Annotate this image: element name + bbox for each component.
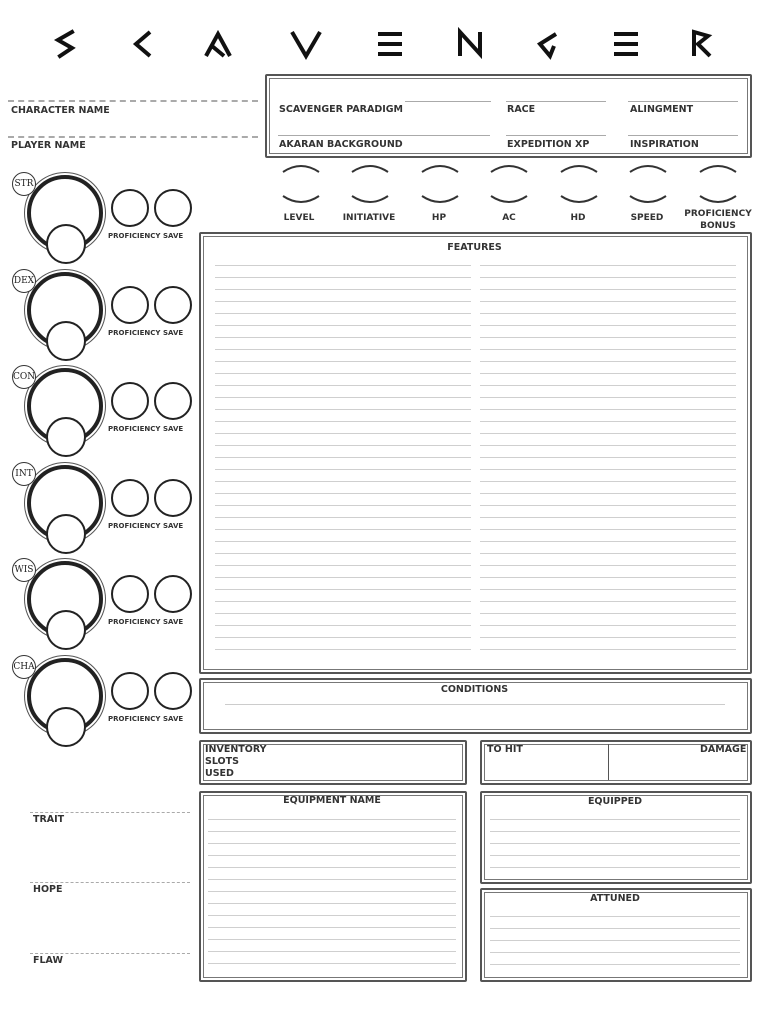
conditions-line[interactable] bbox=[225, 704, 725, 705]
equipment-name-label: EQUIPMENT NAME bbox=[283, 795, 381, 806]
paradigm-line[interactable] bbox=[405, 101, 491, 102]
proficiency-circle[interactable] bbox=[111, 189, 149, 227]
alignment-line[interactable] bbox=[628, 101, 738, 102]
proficiency-circle[interactable] bbox=[111, 672, 149, 710]
flaw-label: FLAW bbox=[33, 955, 63, 966]
save-circle[interactable] bbox=[154, 286, 192, 324]
title-letter-v bbox=[288, 26, 324, 62]
player-name-line[interactable] bbox=[8, 136, 258, 138]
proficiency-label: PROFICIENCY bbox=[108, 521, 161, 530]
proficiency-circle[interactable] bbox=[111, 286, 149, 324]
damage-label: DAMAGE bbox=[700, 744, 747, 755]
save-circle[interactable] bbox=[154, 672, 192, 710]
trait-line[interactable] bbox=[30, 812, 190, 813]
background-label: AKARAN BACKGROUND bbox=[279, 139, 403, 150]
ability-modifier-circle[interactable] bbox=[46, 514, 86, 554]
proficiency-circle[interactable] bbox=[111, 382, 149, 420]
inspiration-line[interactable] bbox=[628, 135, 738, 136]
equipped-label: EQUIPPED bbox=[587, 796, 643, 807]
save-label: SAVE bbox=[163, 618, 184, 626]
speed-label: SPEED bbox=[630, 213, 664, 223]
character-name-line[interactable] bbox=[8, 100, 258, 102]
ability-modifier-circle[interactable] bbox=[46, 321, 86, 361]
ability-block bbox=[0, 558, 200, 654]
proficiency-circle[interactable] bbox=[111, 479, 149, 517]
title-letter-s bbox=[48, 26, 84, 62]
background-line[interactable] bbox=[278, 135, 490, 136]
ability-block bbox=[0, 462, 200, 558]
proficiency-label: PROFICIENCY bbox=[108, 714, 161, 723]
save-label: SAVE bbox=[163, 521, 184, 530]
save-circle[interactable] bbox=[154, 575, 192, 613]
proficiency-bonus-top-bracket bbox=[698, 162, 738, 176]
proficiency-label: PROFICIENCY bbox=[108, 425, 161, 433]
title-letter-g bbox=[530, 26, 566, 62]
hp-top-bracket bbox=[420, 162, 460, 176]
ac-label: AC bbox=[502, 213, 516, 223]
inventory-slots-label-1: INVENTORY bbox=[205, 744, 267, 755]
proficiency-label: PROFICIENCY bbox=[108, 618, 161, 626]
ac-top-bracket bbox=[489, 162, 529, 176]
race-label: RACE bbox=[507, 104, 536, 115]
attuned-label: ATTUNED bbox=[590, 893, 640, 904]
initiative-top-bracket bbox=[350, 162, 390, 176]
save-label: SAVE bbox=[163, 232, 184, 240]
ac-bottom-bracket bbox=[489, 194, 529, 208]
hope-label: HOPE bbox=[33, 884, 63, 895]
proficiency-circle[interactable] bbox=[111, 575, 149, 613]
expedition-xp-label: EXPEDITION XP bbox=[507, 139, 590, 150]
ability-block bbox=[0, 269, 200, 365]
title bbox=[0, 0, 768, 70]
hd-bottom-bracket bbox=[559, 194, 599, 208]
paradigm-label: SCAVENGER PARADIGM bbox=[279, 104, 404, 115]
inventory-slots-label-2: SLOTS bbox=[205, 756, 239, 767]
features-label: FEATURES bbox=[447, 242, 502, 253]
equipment-name-lines[interactable] bbox=[208, 808, 456, 970]
title-letter-e2 bbox=[608, 26, 644, 62]
initiative-bottom-bracket bbox=[350, 194, 390, 208]
proficiency-label: PROFICIENCY bbox=[108, 232, 161, 240]
save-label: SAVE bbox=[163, 425, 184, 433]
ability-abbr: WIS bbox=[12, 558, 36, 582]
level-top-bracket bbox=[281, 162, 321, 176]
inventory-slots-label-3: USED bbox=[205, 768, 234, 779]
ability-modifier-circle[interactable] bbox=[46, 224, 86, 264]
inspiration-label: INSPIRATION bbox=[630, 139, 699, 150]
ability-block bbox=[0, 655, 200, 751]
level-bottom-bracket bbox=[281, 194, 321, 208]
flaw-line[interactable] bbox=[30, 953, 190, 954]
player-name-label: PLAYER NAME bbox=[11, 140, 86, 151]
ability-block bbox=[0, 365, 200, 461]
ability-block bbox=[0, 172, 200, 268]
proficiency-bonus-label: PROFICIENCY BONUS bbox=[684, 209, 752, 231]
save-label: SAVE bbox=[163, 328, 184, 337]
title-letter-c bbox=[124, 26, 160, 62]
ability-modifier-circle[interactable] bbox=[46, 707, 86, 747]
save-circle[interactable] bbox=[154, 479, 192, 517]
title-letter-r bbox=[684, 26, 720, 62]
race-line[interactable] bbox=[506, 101, 606, 102]
trait-label: TRAIT bbox=[33, 814, 65, 825]
proficiency-bonus-bottom-bracket bbox=[698, 194, 738, 208]
speed-bottom-bracket bbox=[628, 194, 668, 208]
proficiency-label: PROFICIENCY bbox=[108, 328, 161, 337]
hd-top-bracket bbox=[559, 162, 599, 176]
ability-abbr: CHA bbox=[12, 655, 36, 679]
ability-modifier-circle[interactable] bbox=[46, 417, 86, 457]
to-hit-label: TO HIT bbox=[487, 744, 523, 755]
ability-modifier-circle[interactable] bbox=[46, 610, 86, 650]
attuned-lines[interactable] bbox=[490, 905, 740, 971]
ability-abbr: INT bbox=[12, 462, 36, 486]
level-label: LEVEL bbox=[283, 213, 315, 223]
title-letter-e bbox=[372, 26, 408, 62]
hp-label: HP bbox=[431, 213, 447, 223]
alignment-label: ALINGMENT bbox=[630, 104, 694, 115]
features-lines-left[interactable] bbox=[215, 254, 471, 660]
ability-abbr: DEX bbox=[12, 269, 36, 293]
expedition-xp-line[interactable] bbox=[506, 135, 606, 136]
attack-divider bbox=[608, 744, 609, 780]
ability-abbr: STR bbox=[12, 172, 36, 196]
save-label: SAVE bbox=[163, 714, 184, 723]
save-circle[interactable] bbox=[154, 382, 192, 420]
hd-label: HD bbox=[570, 213, 586, 223]
features-lines-right[interactable] bbox=[480, 254, 736, 660]
initiative-label: INITIATIVE bbox=[342, 213, 396, 223]
hp-bottom-bracket bbox=[420, 194, 460, 208]
equipped-lines[interactable] bbox=[490, 808, 740, 874]
title-letter-n bbox=[452, 26, 488, 62]
character-name-label: CHARACTER NAME bbox=[11, 105, 110, 116]
speed-top-bracket bbox=[628, 162, 668, 176]
save-circle[interactable] bbox=[154, 189, 192, 227]
title-letter-a bbox=[200, 26, 236, 62]
ability-abbr: CON bbox=[12, 365, 36, 389]
conditions-label: CONDITIONS bbox=[440, 684, 509, 695]
hope-line[interactable] bbox=[30, 882, 190, 883]
